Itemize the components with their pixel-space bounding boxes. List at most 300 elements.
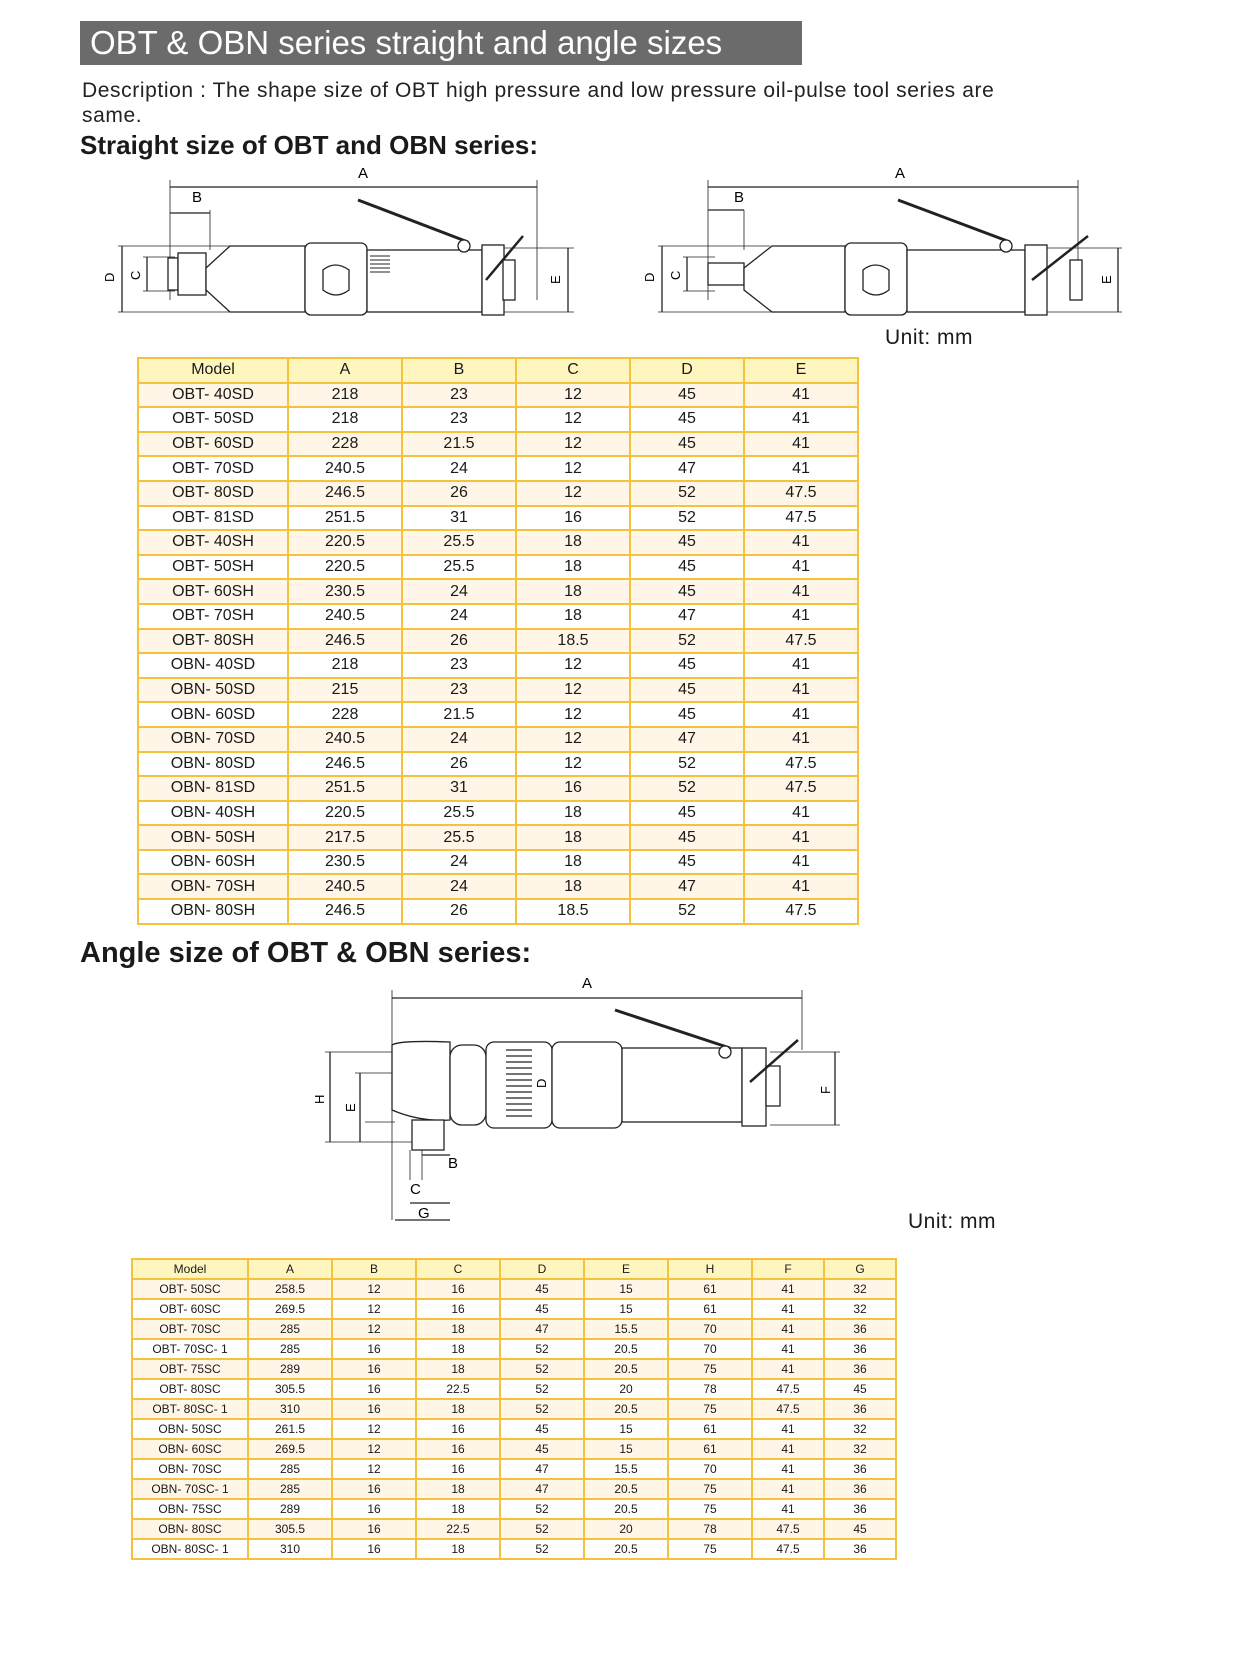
straight-value-cell: 251.5 [288, 506, 402, 531]
angle-value-cell: 15 [584, 1299, 668, 1319]
angle-value-cell: 41 [752, 1339, 824, 1359]
straight-value-cell: 41 [744, 727, 858, 752]
angle-table-row [132, 1299, 896, 1319]
angle-value-cell: 32 [824, 1419, 896, 1439]
straight-table-row [138, 899, 858, 924]
angle-value-cell: 41 [752, 1499, 824, 1519]
straight-table-row [138, 579, 858, 604]
angle-value-cell: 20.5 [584, 1359, 668, 1379]
straight-table-row [138, 383, 858, 408]
angle-value-cell: 52 [500, 1499, 584, 1519]
straight-table-row [138, 530, 858, 555]
straight-model-cell: OBN- 80SH [138, 899, 288, 924]
straight-value-cell: 47.5 [744, 899, 858, 924]
angle-value-cell: 16 [332, 1339, 416, 1359]
straight-value-cell: 45 [630, 653, 744, 678]
straight-value-cell: 52 [630, 776, 744, 801]
angle-value-cell: 75 [668, 1399, 752, 1419]
angle-table-row [132, 1499, 896, 1519]
straight-header-row [138, 358, 858, 383]
straight-value-cell: 26 [402, 899, 516, 924]
straight-value-cell: 25.5 [402, 530, 516, 555]
straight-value-cell: 31 [402, 506, 516, 531]
straight-value-cell: 47 [630, 874, 744, 899]
angle-value-cell: 41 [752, 1479, 824, 1499]
angle-value-cell: 36 [824, 1459, 896, 1479]
straight-value-cell: 12 [516, 481, 630, 506]
straight-value-cell: 41 [744, 801, 858, 826]
straight-value-cell: 18 [516, 801, 630, 826]
straight-table-row [138, 702, 858, 727]
straight-value-cell: 24 [402, 727, 516, 752]
straight-value-cell: 41 [744, 678, 858, 703]
angle-value-cell: 41 [752, 1419, 824, 1439]
angle-value-cell: 305.5 [248, 1519, 332, 1539]
straight-value-cell: 246.5 [288, 481, 402, 506]
angle-value-cell: 261.5 [248, 1419, 332, 1439]
angle-value-cell: 52 [500, 1339, 584, 1359]
angle-value-cell: 36 [824, 1319, 896, 1339]
straight-value-cell: 228 [288, 432, 402, 457]
angle-value-cell: 75 [668, 1359, 752, 1379]
straight-tool-drawing-2 [640, 160, 1120, 320]
straight-table-row [138, 825, 858, 850]
angle-value-cell: 52 [500, 1539, 584, 1559]
dim-c-label-2: C [668, 270, 683, 280]
angle-value-cell: 41 [752, 1319, 824, 1339]
straight-value-cell: 26 [402, 629, 516, 654]
angle-value-cell: 36 [824, 1499, 896, 1519]
angle-value-cell: 20.5 [584, 1539, 668, 1559]
angle-value-cell: 16 [332, 1379, 416, 1399]
straight-value-cell: 52 [630, 506, 744, 531]
angle-model-cell: OBT- 75SC [132, 1359, 248, 1379]
straight-table-row [138, 506, 858, 531]
angle-table-row [132, 1379, 896, 1399]
angle-value-cell: 41 [752, 1299, 824, 1319]
straight-value-cell: 41 [744, 874, 858, 899]
angle-value-cell: 12 [332, 1439, 416, 1459]
angle-value-cell: 16 [416, 1419, 500, 1439]
angle-value-cell: 32 [824, 1439, 896, 1459]
angle-value-cell: 41 [752, 1359, 824, 1379]
angle-value-cell: 36 [824, 1479, 896, 1499]
straight-value-cell: 217.5 [288, 825, 402, 850]
straight-table-row [138, 407, 858, 432]
straight-table-row [138, 752, 858, 777]
angle-value-cell: 47 [500, 1479, 584, 1499]
angle-model-cell: OBN- 80SC [132, 1519, 248, 1539]
straight-value-cell: 52 [630, 481, 744, 506]
angle-value-cell: 36 [824, 1539, 896, 1559]
angle-value-cell: 16 [332, 1519, 416, 1539]
angle-value-cell: 20 [584, 1519, 668, 1539]
angle-value-cell: 61 [668, 1419, 752, 1439]
angle-model-cell: OBT- 50SC [132, 1279, 248, 1299]
angle-value-cell: 75 [668, 1499, 752, 1519]
angle-value-cell: 285 [248, 1479, 332, 1499]
angle-value-cell: 285 [248, 1339, 332, 1359]
straight-value-cell: 18 [516, 604, 630, 629]
straight-value-cell: 24 [402, 874, 516, 899]
straight-value-cell: 12 [516, 432, 630, 457]
angle-column-header: E [584, 1259, 668, 1279]
angle-table-row [132, 1279, 896, 1299]
angle-model-cell: OBN- 60SC [132, 1439, 248, 1459]
straight-value-cell: 240.5 [288, 727, 402, 752]
straight-value-cell: 45 [630, 801, 744, 826]
straight-value-cell: 41 [744, 653, 858, 678]
angle-value-cell: 15 [584, 1439, 668, 1459]
angle-value-cell: 18 [416, 1359, 500, 1379]
angle-value-cell: 61 [668, 1279, 752, 1299]
straight-value-cell: 220.5 [288, 801, 402, 826]
angle-value-cell: 52 [500, 1519, 584, 1539]
straight-value-cell: 41 [744, 432, 858, 457]
straight-value-cell: 12 [516, 702, 630, 727]
angle-value-cell: 285 [248, 1459, 332, 1479]
straight-value-cell: 24 [402, 579, 516, 604]
angle-value-cell: 22.5 [416, 1379, 500, 1399]
angle-value-cell: 70 [668, 1319, 752, 1339]
straight-value-cell: 246.5 [288, 899, 402, 924]
straight-value-cell: 18.5 [516, 899, 630, 924]
straight-model-cell: OBN- 60SH [138, 850, 288, 875]
angle-dim-f-label: F [818, 1086, 833, 1094]
angle-column-header: G [824, 1259, 896, 1279]
angle-value-cell: 16 [416, 1439, 500, 1459]
angle-value-cell: 41 [752, 1279, 824, 1299]
straight-unit-label: Unit: mm [885, 326, 973, 349]
dim-d-label: D [102, 272, 117, 282]
straight-value-cell: 52 [630, 752, 744, 777]
straight-column-header: B [402, 358, 516, 383]
angle-value-cell: 47.5 [752, 1519, 824, 1539]
straight-value-cell: 26 [402, 481, 516, 506]
straight-value-cell: 47.5 [744, 776, 858, 801]
angle-value-cell: 20.5 [584, 1479, 668, 1499]
angle-value-cell: 47.5 [752, 1379, 824, 1399]
angle-value-cell: 47.5 [752, 1399, 824, 1419]
straight-value-cell: 220.5 [288, 555, 402, 580]
straight-value-cell: 41 [744, 456, 858, 481]
angle-size-table [131, 1258, 897, 1560]
straight-tool-drawing-1 [100, 160, 620, 320]
straight-model-cell: OBT- 40SH [138, 530, 288, 555]
straight-model-cell: OBT- 60SH [138, 579, 288, 604]
angle-value-cell: 78 [668, 1519, 752, 1539]
straight-model-cell: OBT- 80SD [138, 481, 288, 506]
angle-value-cell: 16 [332, 1479, 416, 1499]
angle-value-cell: 16 [416, 1279, 500, 1299]
angle-value-cell: 15.5 [584, 1319, 668, 1339]
straight-value-cell: 12 [516, 407, 630, 432]
angle-column-header: B [332, 1259, 416, 1279]
angle-value-cell: 45 [824, 1519, 896, 1539]
angle-value-cell: 36 [824, 1399, 896, 1419]
straight-value-cell: 26 [402, 752, 516, 777]
angle-value-cell: 289 [248, 1499, 332, 1519]
straight-model-cell: OBN- 50SD [138, 678, 288, 703]
angle-model-cell: OBT- 60SC [132, 1299, 248, 1319]
straight-value-cell: 45 [630, 702, 744, 727]
angle-table-row [132, 1519, 896, 1539]
angle-value-cell: 18 [416, 1479, 500, 1499]
straight-value-cell: 45 [630, 678, 744, 703]
angle-value-cell: 20.5 [584, 1399, 668, 1419]
angle-value-cell: 16 [332, 1399, 416, 1419]
straight-value-cell: 47.5 [744, 629, 858, 654]
angle-value-cell: 52 [500, 1399, 584, 1419]
angle-value-cell: 269.5 [248, 1439, 332, 1459]
straight-value-cell: 12 [516, 752, 630, 777]
straight-value-cell: 45 [630, 555, 744, 580]
straight-value-cell: 12 [516, 383, 630, 408]
straight-value-cell: 16 [516, 506, 630, 531]
straight-value-cell: 218 [288, 407, 402, 432]
angle-value-cell: 15 [584, 1279, 668, 1299]
straight-value-cell: 45 [630, 432, 744, 457]
angle-dim-h-label: H [312, 1094, 327, 1104]
straight-table-row [138, 801, 858, 826]
angle-value-cell: 18 [416, 1499, 500, 1519]
angle-value-cell: 45 [500, 1279, 584, 1299]
angle-dim-c-label: C [410, 1181, 421, 1198]
angle-value-cell: 47 [500, 1319, 584, 1339]
straight-value-cell: 228 [288, 702, 402, 727]
straight-table-row [138, 604, 858, 629]
angle-value-cell: 16 [416, 1459, 500, 1479]
page-title: OBT & OBN series straight and angle sizes [80, 21, 802, 65]
straight-value-cell: 41 [744, 383, 858, 408]
angle-column-header: H [668, 1259, 752, 1279]
angle-section-heading: Angle size of OBT & OBN series: [80, 937, 532, 969]
straight-value-cell: 21.5 [402, 432, 516, 457]
angle-header-row [132, 1259, 896, 1279]
straight-table-row [138, 776, 858, 801]
straight-value-cell: 45 [630, 530, 744, 555]
straight-model-cell: OBN- 70SD [138, 727, 288, 752]
dim-c-label: C [128, 270, 143, 280]
angle-dim-e-label: E [343, 1103, 358, 1112]
angle-value-cell: 61 [668, 1439, 752, 1459]
straight-value-cell: 246.5 [288, 629, 402, 654]
straight-value-cell: 230.5 [288, 579, 402, 604]
angle-dim-a-label: A [582, 975, 593, 992]
angle-value-cell: 78 [668, 1379, 752, 1399]
straight-value-cell: 45 [630, 579, 744, 604]
straight-value-cell: 240.5 [288, 874, 402, 899]
angle-table-row [132, 1459, 896, 1479]
dim-d-label-2: D [642, 272, 657, 282]
description: Description : The shape size of OBT high pressure and low pressure oil-pulse tool series are same. [82, 79, 995, 127]
straight-value-cell: 220.5 [288, 530, 402, 555]
straight-value-cell: 240.5 [288, 456, 402, 481]
straight-value-cell: 31 [402, 776, 516, 801]
straight-value-cell: 41 [744, 825, 858, 850]
straight-value-cell: 24 [402, 604, 516, 629]
straight-value-cell: 18 [516, 579, 630, 604]
angle-value-cell: 32 [824, 1279, 896, 1299]
angle-table-row [132, 1539, 896, 1559]
straight-value-cell: 41 [744, 555, 858, 580]
angle-tool-drawing [300, 970, 860, 1240]
angle-value-cell: 12 [332, 1319, 416, 1339]
angle-value-cell: 16 [332, 1359, 416, 1379]
angle-value-cell: 16 [332, 1539, 416, 1559]
angle-column-header: C [416, 1259, 500, 1279]
angle-table-row [132, 1399, 896, 1419]
straight-table-row [138, 678, 858, 703]
dim-a-label-2: A [895, 165, 906, 182]
angle-model-cell: OBN- 50SC [132, 1419, 248, 1439]
straight-model-cell: OBN- 70SH [138, 874, 288, 899]
straight-table-row [138, 456, 858, 481]
straight-value-cell: 12 [516, 678, 630, 703]
angle-model-cell: OBT- 80SC- 1 [132, 1399, 248, 1419]
angle-value-cell: 285 [248, 1319, 332, 1339]
straight-model-cell: OBT- 70SH [138, 604, 288, 629]
straight-value-cell: 41 [744, 530, 858, 555]
straight-value-cell: 240.5 [288, 604, 402, 629]
angle-value-cell: 47 [500, 1459, 584, 1479]
dim-e-label-2: E [1099, 275, 1114, 284]
straight-table-row [138, 555, 858, 580]
straight-model-cell: OBT- 60SD [138, 432, 288, 457]
angle-table-row [132, 1479, 896, 1499]
straight-value-cell: 246.5 [288, 752, 402, 777]
straight-table-row [138, 432, 858, 457]
angle-value-cell: 289 [248, 1359, 332, 1379]
straight-value-cell: 45 [630, 850, 744, 875]
straight-table-row [138, 481, 858, 506]
angle-dim-b-label: B [448, 1155, 459, 1172]
angle-value-cell: 45 [500, 1439, 584, 1459]
straight-column-header: Model [138, 358, 288, 383]
straight-column-header: C [516, 358, 630, 383]
angle-value-cell: 61 [668, 1299, 752, 1319]
angle-value-cell: 15 [584, 1419, 668, 1439]
angle-value-cell: 22.5 [416, 1519, 500, 1539]
angle-value-cell: 20.5 [584, 1499, 668, 1519]
angle-value-cell: 258.5 [248, 1279, 332, 1299]
straight-model-cell: OBT- 70SD [138, 456, 288, 481]
angle-table-row [132, 1419, 896, 1439]
angle-value-cell: 75 [668, 1479, 752, 1499]
straight-value-cell: 52 [630, 629, 744, 654]
straight-value-cell: 23 [402, 653, 516, 678]
angle-value-cell: 45 [824, 1379, 896, 1399]
straight-table-row [138, 874, 858, 899]
angle-model-cell: OBT- 80SC [132, 1379, 248, 1399]
angle-value-cell: 75 [668, 1539, 752, 1559]
straight-table-row [138, 850, 858, 875]
straight-value-cell: 41 [744, 579, 858, 604]
angle-value-cell: 70 [668, 1459, 752, 1479]
straight-value-cell: 218 [288, 383, 402, 408]
straight-value-cell: 52 [630, 899, 744, 924]
angle-value-cell: 45 [500, 1299, 584, 1319]
straight-value-cell: 18 [516, 530, 630, 555]
angle-dim-g-label: G [418, 1205, 430, 1222]
straight-model-cell: OBN- 80SD [138, 752, 288, 777]
straight-value-cell: 47.5 [744, 481, 858, 506]
straight-value-cell: 18.5 [516, 629, 630, 654]
straight-table-row [138, 727, 858, 752]
angle-model-cell: OBN- 70SC [132, 1459, 248, 1479]
angle-value-cell: 41 [752, 1459, 824, 1479]
straight-value-cell: 24 [402, 456, 516, 481]
straight-table-row [138, 653, 858, 678]
angle-model-cell: OBN- 80SC- 1 [132, 1539, 248, 1559]
straight-value-cell: 47.5 [744, 752, 858, 777]
angle-model-cell: OBT- 70SC [132, 1319, 248, 1339]
straight-value-cell: 16 [516, 776, 630, 801]
straight-column-header: E [744, 358, 858, 383]
angle-table-row [132, 1319, 896, 1339]
straight-value-cell: 18 [516, 850, 630, 875]
angle-model-cell: OBN- 75SC [132, 1499, 248, 1519]
angle-value-cell: 70 [668, 1339, 752, 1359]
angle-column-header: F [752, 1259, 824, 1279]
straight-value-cell: 25.5 [402, 825, 516, 850]
straight-value-cell: 12 [516, 456, 630, 481]
straight-model-cell: OBN- 40SH [138, 801, 288, 826]
straight-model-cell: OBT- 80SH [138, 629, 288, 654]
angle-value-cell: 12 [332, 1459, 416, 1479]
angle-value-cell: 36 [824, 1359, 896, 1379]
angle-table-row [132, 1339, 896, 1359]
straight-value-cell: 251.5 [288, 776, 402, 801]
straight-value-cell: 21.5 [402, 702, 516, 727]
angle-value-cell: 36 [824, 1339, 896, 1359]
angle-value-cell: 52 [500, 1359, 584, 1379]
straight-column-header: D [630, 358, 744, 383]
dim-a-label: A [358, 165, 369, 182]
angle-value-cell: 45 [500, 1419, 584, 1439]
straight-value-cell: 41 [744, 702, 858, 727]
straight-model-cell: OBN- 60SD [138, 702, 288, 727]
angle-column-header: D [500, 1259, 584, 1279]
angle-value-cell: 15.5 [584, 1459, 668, 1479]
angle-value-cell: 269.5 [248, 1299, 332, 1319]
straight-value-cell: 18 [516, 555, 630, 580]
straight-model-cell: OBT- 81SD [138, 506, 288, 531]
straight-value-cell: 45 [630, 825, 744, 850]
angle-value-cell: 16 [332, 1499, 416, 1519]
straight-value-cell: 12 [516, 653, 630, 678]
straight-value-cell: 47 [630, 604, 744, 629]
angle-table-row [132, 1359, 896, 1379]
straight-value-cell: 47 [630, 727, 744, 752]
angle-value-cell: 32 [824, 1299, 896, 1319]
angle-dim-d-label: D [534, 1078, 549, 1088]
straight-value-cell: 45 [630, 383, 744, 408]
angle-model-cell: OBT- 70SC- 1 [132, 1339, 248, 1359]
dim-e-label: E [548, 275, 563, 284]
straight-model-cell: OBN- 40SD [138, 653, 288, 678]
straight-size-table [137, 357, 859, 925]
angle-value-cell: 310 [248, 1539, 332, 1559]
straight-model-cell: OBN- 50SH [138, 825, 288, 850]
angle-table-row [132, 1439, 896, 1459]
angle-value-cell: 47.5 [752, 1539, 824, 1559]
angle-value-cell: 12 [332, 1419, 416, 1439]
angle-value-cell: 18 [416, 1319, 500, 1339]
straight-value-cell: 23 [402, 383, 516, 408]
angle-model-cell: OBN- 70SC- 1 [132, 1479, 248, 1499]
angle-value-cell: 18 [416, 1339, 500, 1359]
